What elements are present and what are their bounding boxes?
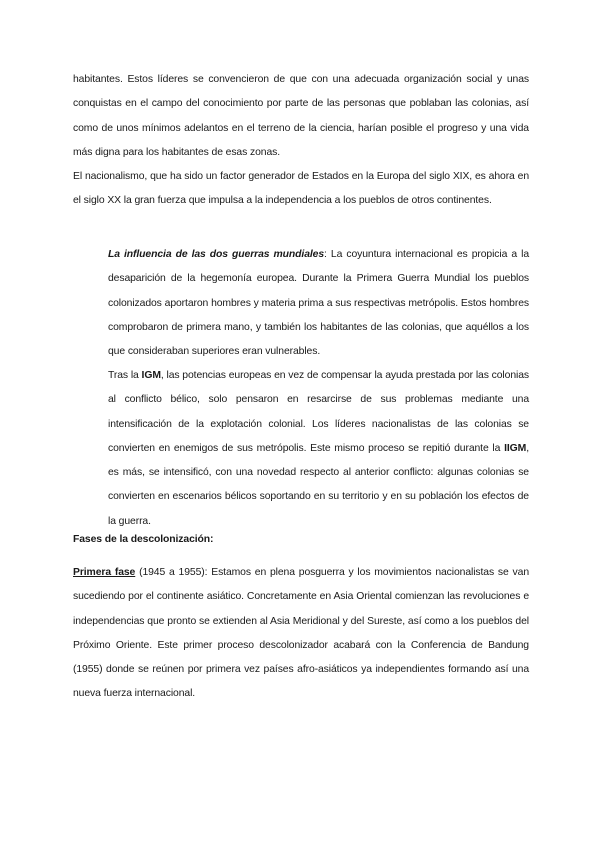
paragraph-tras-igm — [108, 364, 529, 534]
section-heading-fases: Fases de la descolonización: — [73, 534, 214, 545]
paragraph-habitantes: habitantes. Estos líderes se convencieron de que con una adecuada organización social y unas conquistas en el campo del conocimiento por parte de las personas que poblaban las colonias, así como de unos mínimos adelantos en el terreno de la ciencia, harían posible el progreso y una vida más digna para los habitantes de esas zonas. — [73, 74, 529, 158]
term-influencia-guerras: La influencia de las dos guerras mundiales — [108, 249, 325, 260]
paragraph-primera-fase-text: (1945 a 1955): Estamos en plena posguerra y los movimientos nacionalistas se van sucediendo por el continente asiático. Concretamente en Asia Oriental comienzan las revoluciones e independencias que pronto se extienden al Asia Meridional y del Sureste, así como a los pueblos del Próximo Oriente. Este primer proceso descolonizador acabará con la Conferencia de Bandung (1955) donde se reúnen por primera vez países afro-asiáticos ya independientes formando así una nueva fuerza internacional. — [73, 567, 529, 700]
paragraph-tras-text-b: , las potencias europeas en vez de compensar la ayuda prestada por las colonias al conflicto bélico, solo pensaron en resarcirse de sus problemas mediante una intensificación de la explotación colonial. Los líderes nacionalistas de las colonias se convierten en enemigos de sus metrópolis. Este mismo proceso se repitió durante la — [108, 370, 529, 454]
paragraph-influencia-guerras — [108, 243, 529, 364]
paragraph-nacionalismo: El nacionalismo, que ha sido un factor generador de Estados en la Europa del siglo XIX, es ahora en el siglo XX la gran fuerza que impulsa a la independencia a los pueblos de otros continentes. — [73, 171, 529, 207]
paragraph-influencia-text: : La coyuntura internacional es propicia a la desaparición de la hegemonía europea. Durante la Primera Guerra Mundial los pueblos colonizados aportaron hombres y materia prima a sus respectivas metrópolis. Estos hombres comprobaron de primera mano, y también los habitantes de las colonias, que aquéllos a los que consideraban superiores eran vulnerables. — [108, 249, 530, 358]
paragraph-primera-fase — [73, 561, 529, 707]
paragraph-tras-text-c: , es más, se intensificó, con una novedad respecto al anterior conflicto: algunas colonias se convierten en escenarios bélicos soportando en su territorio y en su población los efectos de la guerra. — [108, 442, 529, 527]
term-igm: IGM — [141, 370, 161, 381]
paragraph-tras-text-a: Tras la — [108, 370, 142, 381]
term-iigm: IIGM — [504, 442, 527, 454]
term-primera-fase: Primera fase — [73, 567, 136, 578]
